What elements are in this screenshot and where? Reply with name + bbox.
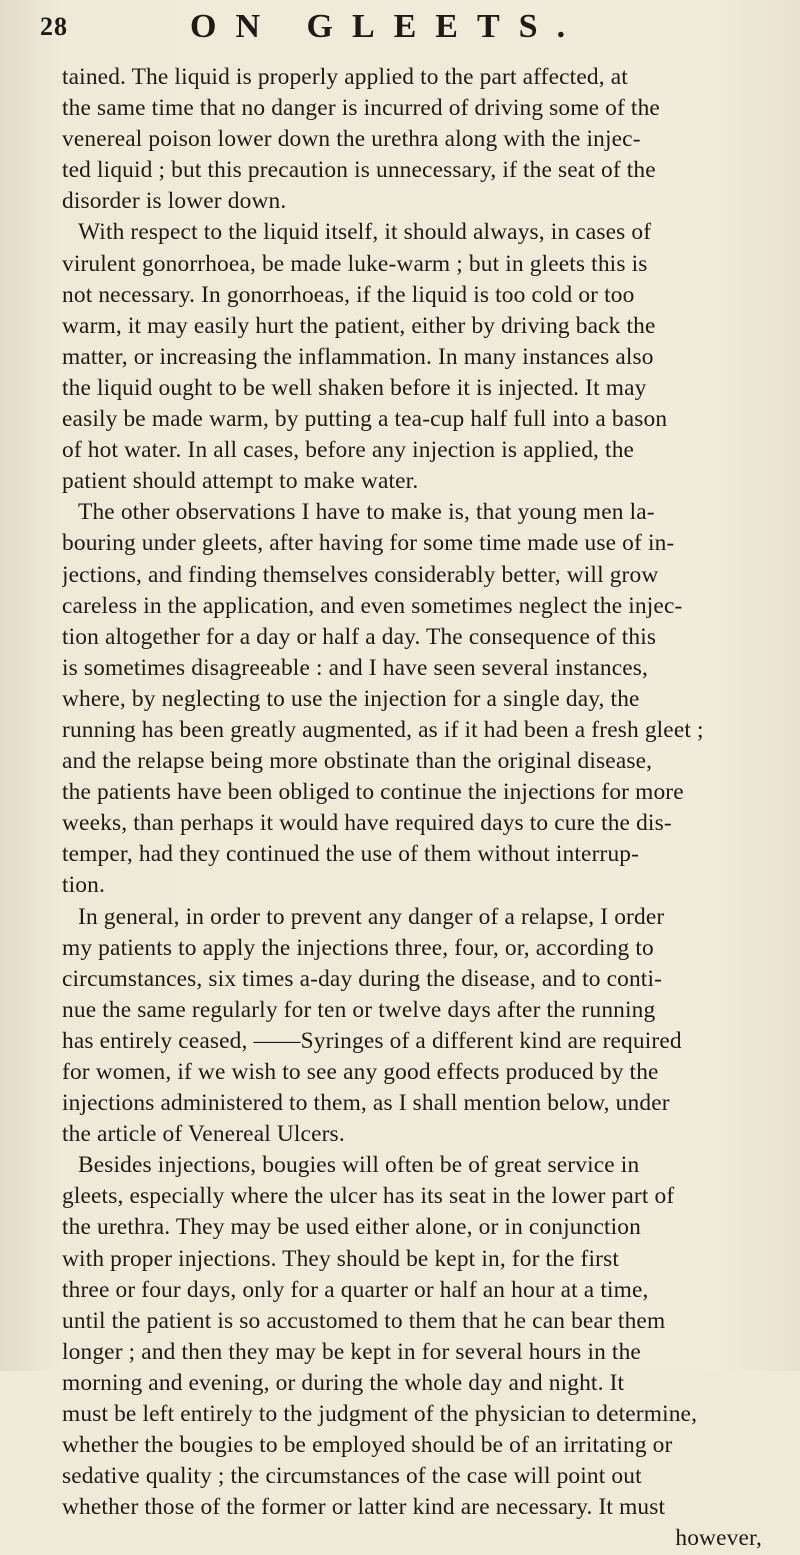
page-header <box>40 8 760 58</box>
text-line: tion. <box>62 872 105 899</box>
text-line: my patients to apply the injections three, four, or, according to <box>62 934 654 961</box>
paragraph-start-line: With respect to the liquid itself, it should always, in cases of <box>78 219 652 246</box>
text-line: the article of Venereal Ulcers. <box>62 1121 345 1148</box>
text-line: virulent gonorrhoea, be made luke-warm ; but in gleets this is <box>62 250 648 277</box>
text-line: matter, or increasing the inflammation. In many instances also <box>62 343 654 370</box>
text-line: weeks, than perhaps it would have required days to cure the dis- <box>62 810 672 837</box>
text-line: the liquid ought to be well shaken before it is injected. It may <box>62 374 647 401</box>
text-line: for women, if we wish to see any good effects produced by the <box>62 1059 659 1085</box>
text-line: disorder is lower down. <box>62 188 287 215</box>
text-line: of hot water. In all cases, before any injection is applied, the <box>62 437 635 464</box>
text-line: patient should attempt to make water. <box>62 468 419 495</box>
text-line: temper, had they continued the use of them without interrup- <box>62 841 640 868</box>
text-line: and the relapse being more obstinate than the original disease, <box>62 748 653 775</box>
text-line: not necessary. In gonorrhoeas, if the liquid is too cold or too <box>62 281 635 308</box>
text-line: longer ; and then they may be kept in for several hours in the <box>62 1338 641 1365</box>
text-line: until the patient is so accustomed to them that he can bear them <box>62 1307 666 1334</box>
text-line: circumstances, six times a-day during the disease, and to conti- <box>62 965 663 992</box>
text-line: morning and evening, or during the whole day and night. It <box>62 1369 625 1396</box>
text-line: the same time that no danger is incurred of driving some of the <box>62 95 660 122</box>
text-line: is sometimes disagreeable : and I have seen several instances, <box>62 654 649 681</box>
text-line: tion altogether for a day or half a day. The consequence of this <box>62 623 657 650</box>
text-line: injections administered to them, as I shall mention below, under <box>62 1090 670 1117</box>
text-line: gleets, especially where the ulcer has its seat in the lower part of <box>62 1183 675 1210</box>
text-line: the urethra. They may be used either alone, or in conjunction <box>62 1214 641 1241</box>
text-line: whether those of the former or latter kind are necessary. It must <box>62 1494 666 1521</box>
text-line: easily be made warm, by putting a tea-cup half full into a bason <box>62 406 668 433</box>
page-number: 28 <box>40 12 68 41</box>
text-line: where, by neglecting to use the injection for a single day, the <box>62 685 640 712</box>
text-line: must be left entirely to the judgment of the physician to determine, <box>62 1401 698 1428</box>
text-line: whether the bougies to be employed should be of an irritating or <box>62 1432 673 1459</box>
catchword: however, <box>675 1525 762 1552</box>
text-line: nue the same regularly for ten or twelve days after the running <box>62 996 656 1023</box>
paragraph-start-line: The other observations I have to make is, that young men la- <box>78 499 655 526</box>
text-line: with proper injections. They should be kept in, for the first <box>62 1245 619 1272</box>
text-line: bouring under gleets, after having for some time made use of in- <box>62 530 675 557</box>
text-line: has entirely ceased, ——Syringes of a different kind are required <box>62 1027 682 1054</box>
text-line: sedative quality ; the circumstances of the case will point out <box>62 1463 642 1490</box>
text-line: careless in the application, and even sometimes neglect the injec- <box>62 592 683 619</box>
text-line: venereal poison lower down the urethra along with the injec- <box>62 126 641 153</box>
text-line: tained. The liquid is properly applied to the part affected, at <box>62 64 628 90</box>
text-line: warm, it may easily hurt the patient, either by driving back the <box>62 312 656 339</box>
text-line: running has been greatly augmented, as if it had been a fresh gleet ; <box>62 716 704 743</box>
paragraph-start-line: Besides injections, bougies will often be of great service in <box>78 1152 640 1179</box>
text-line: the patients have been obliged to continue the injections for more <box>62 779 684 806</box>
running-title: ON GLEETS. <box>190 8 585 45</box>
text-line: ted liquid ; but this precaution is unnecessary, if the seat of the <box>62 157 656 184</box>
paragraph-start-line: In general, in order to prevent any danger of a relapse, I order <box>78 903 665 930</box>
body-text <box>62 62 782 1555</box>
text-line: three or four days, only for a quarter or half an hour at a time, <box>62 1276 649 1303</box>
text-line: jections, and finding themselves considerably better, will grow <box>62 561 659 588</box>
